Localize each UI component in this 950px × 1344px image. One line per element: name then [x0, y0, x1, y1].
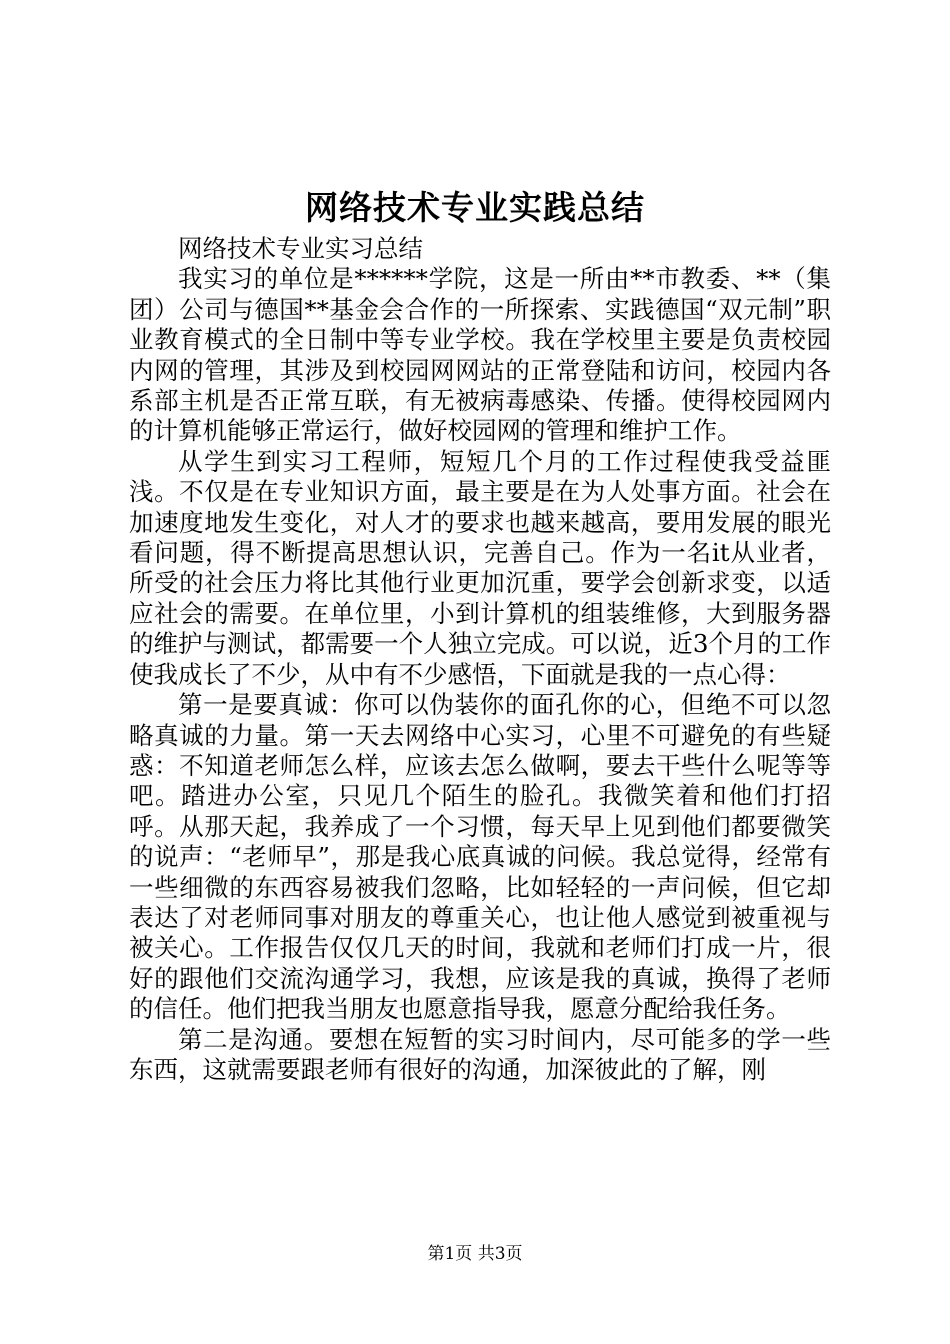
body-paragraph: 第二是沟通。要想在短暂的实习时间内，尽可能多的学一些东西，这就需要跟老师有很好的沟通，加深彼此的了解，刚 — [129, 1024, 831, 1084]
document-body — [129, 234, 831, 1085]
page-number-footer: 第1页 共3页 — [427, 1244, 523, 1264]
body-paragraph: 我实习的单位是******学院，这是一所由**市教委、**（集团）公司与德国**基金会合作的一所探索、实践德国“双元制”职业教育模式的全日制中等专业学校。我在学校里主要是负责校园内网的管理，其涉及到校园网网站的正常登陆和访问，校园内各系部主机是否正常互联，有无被病毒感染、传播。使得校园网内的计算机能够正常运行，做好校园网的管理和维护工作。 — [129, 264, 831, 446]
body-paragraph-subtitle: 网络技术专业实习总结 — [178, 234, 423, 263]
body-paragraph: 第一是要真诚：你可以伪装你的面孔你的心，但绝不可以忽略真诚的力量。第一天去网络中心实习，心里不可避免的有些疑惑：不知道老师怎么样，应该去怎么做啊，要去干些什么呢等等吧。踏进办公室，只见几个陌生的脸孔。我微笑着和他们打招呼。从那天起，我养成了一个习惯，每天早上见到他们都要微笑的说声：“老师早”，那是我心底真诚的问候。我总觉得，经常有一些细微的东西容易被我们忽略，比如轻轻的一声问候，但它却表达了对老师同事对朋友的尊重关心，也让他人感觉到被重视与被关心。工作报告仅仅几天的时间，我就和老师们打成一片，很好的跟他们交流沟通学习，我想，应该是我的真诚，换得了老师的信任。他们把我当朋友也愿意指导我，愿意分配给我任务。 — [129, 690, 831, 1024]
body-paragraph: 从学生到实习工程师，短短几个月的工作过程使我受益匪浅。不仅是在专业知识方面，最主要是在为人处事方面。社会在加速度地发生变化，对人才的要求也越来越高，要用发展的眼光看问题，得不断提高思想认识，完善自己。作为一名it从业者，所受的社会压力将比其他行业更加沉重，要学会创新求变，以适应社会的需要。在单位里，小到计算机的组装维修，大到服务器的维护与测试，都需要一个人独立完成。可以说，近3个月的工作使我成长了不少，从中有不少感悟，下面就是我的一点心得： — [129, 446, 831, 689]
document-title: 网络技术专业实践总结 — [305, 188, 645, 227]
